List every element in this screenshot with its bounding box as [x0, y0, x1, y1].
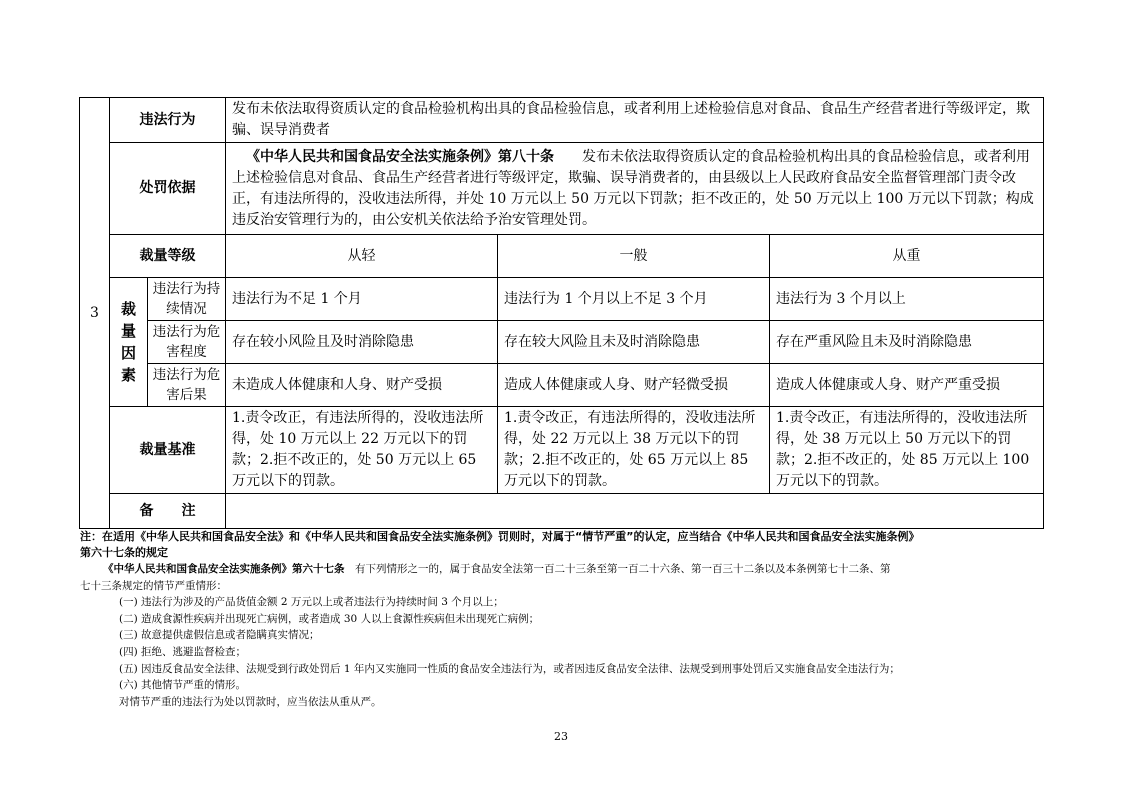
factor-duration-name: 违法行为持续情况 — [148, 278, 226, 321]
article-item-2: (二) 造成食源性疾病并出现死亡病例，或者造成 30 人以上食源性疾病但未出现死亡病例； — [119, 612, 540, 625]
factor-duration-heavy: 违法行为 3 个月以上 — [770, 278, 1044, 321]
article-text-2: 七十三条规定的情节严重情形： — [80, 579, 227, 592]
basis-label: 处罚依据 — [110, 143, 226, 235]
factor-severity-normal: 存在较大风险且未及时消除隐患 — [498, 321, 770, 364]
article-item-5: (五) 因违反食品安全法律、法规受到行政处罚后 1 年内又实施同一性质的食品安全违法行为，或者因违反食品安全法律、法规受到刑事处罚后又实施食品安全违法行为； — [119, 662, 900, 675]
article-item-4: (四) 拒绝、逃避监督检查； — [119, 645, 247, 658]
factors-label — [110, 278, 148, 407]
factor-consequence-heavy: 造成人体健康或人身、财产严重受损 — [770, 364, 1044, 407]
factor-duration-normal: 违法行为 1 个月以上不足 3 个月 — [498, 278, 770, 321]
violation-text: 发布未依法取得资质认定的食品检验机构出具的食品检验信息，或者利用上述检验信息对食品、食品生产经营者进行等级评定，欺骗、误导消费者 — [226, 98, 1044, 143]
factor-duration-light: 违法行为不足 1 个月 — [226, 278, 498, 321]
level-light: 从轻 — [226, 235, 498, 278]
remarks-label: 备 注 — [110, 494, 226, 529]
notes-section — [80, 529, 1037, 710]
page-number: 23 — [554, 730, 568, 743]
article-item-6: (六) 其他情节严重的情形。 — [119, 679, 247, 692]
factor-severity-name: 违法行为危害程度 — [148, 321, 226, 364]
standard-normal: 1.责令改正，有违法所得的，没收违法所得，处 22 万元以上 38 万元以下的罚款；2.拒不改正的，处 65 万元以上 85 万元以下的罚款。 — [498, 407, 770, 494]
article-closing: 对情节严重的违法行为处以罚款时，应当依法从重从严。 — [119, 695, 382, 708]
factor-consequence-light: 未造成人体健康和人身、财产受损 — [226, 364, 498, 407]
discretion-table — [79, 97, 1044, 529]
levels-label: 裁量等级 — [110, 235, 226, 278]
basis-text: 发布未依法取得资质认定的食品检验机构出具的食品检验信息，或者利用上述检验信息对食品、食品生产经营者进行等级评定，欺骗、误导消费者的，由县级以上人民政府食品安全监督管理部门责令改正，有违法所得的，没收违法所得，并处 10 万元以上 50 万元以下罚款；拒不改正的，处 50 万元以上 100 万元以下罚款；构成违反治安管理行为的，由公安机关依法给予治安管理处罚。 — [232, 148, 1034, 228]
article-line-1 — [97, 561, 1037, 578]
level-heavy: 从重 — [770, 235, 1044, 278]
violation-label: 违法行为 — [110, 98, 226, 143]
article-title: 《中华人民共和国食品安全法实施条例》第六十七条 — [103, 563, 345, 575]
row-number: 3 — [80, 98, 110, 529]
level-normal: 一般 — [498, 235, 770, 278]
standard-label: 裁量基准 — [110, 407, 226, 494]
standard-light: 1.责令改正，有违法所得的，没收违法所得，处 10 万元以上 22 万元以下的罚款；2.拒不改正的，处 50 万元以上 65 万元以下的罚款。 — [226, 407, 498, 494]
note-head-2: 第六十七条的规定 — [80, 546, 168, 559]
article-item-3: (三) 故意提供虚假信息或者隐瞒真实情况； — [119, 629, 320, 642]
basis-title: 《中华人民共和国食品安全法实施条例》第八十条 — [246, 148, 554, 165]
remarks-text — [226, 494, 1044, 529]
factors-label-text: 裁量因素 — [120, 300, 136, 384]
article-text-1: 有下列情形之一的，属于食品安全法第一百二十三条至第一百二十六条、第一百三十二条以及本条例第七十二条、第 — [355, 563, 891, 575]
factor-severity-heavy: 存在严重风险且未及时消除隐患 — [770, 321, 1044, 364]
standard-heavy: 1.责令改正，有违法所得的，没收违法所得，处 38 万元以上 50 万元以下的罚款；2.拒不改正的，处 85 万元以上 100 万元以下的罚款。 — [770, 407, 1044, 494]
factor-consequence-name: 违法行为危害后果 — [148, 364, 226, 407]
note-head-1: 注：在适用《中华人民共和国食品安全法》和《中华人民共和国食品安全法实施条例》罚则时，对属于“情节严重”的认定，应当结合《中华人民共和国食品安全法实施条例》 — [80, 530, 920, 543]
basis-cell — [226, 143, 1044, 235]
factor-severity-light: 存在较小风险且及时消除隐患 — [226, 321, 498, 364]
article-item-1: (一) 违法行为涉及的产品货值金额 2 万元以上或者违法行为持续时间 3 个月以上； — [119, 596, 504, 609]
factor-consequence-normal: 造成人体健康或人身、财产轻微受损 — [498, 364, 770, 407]
